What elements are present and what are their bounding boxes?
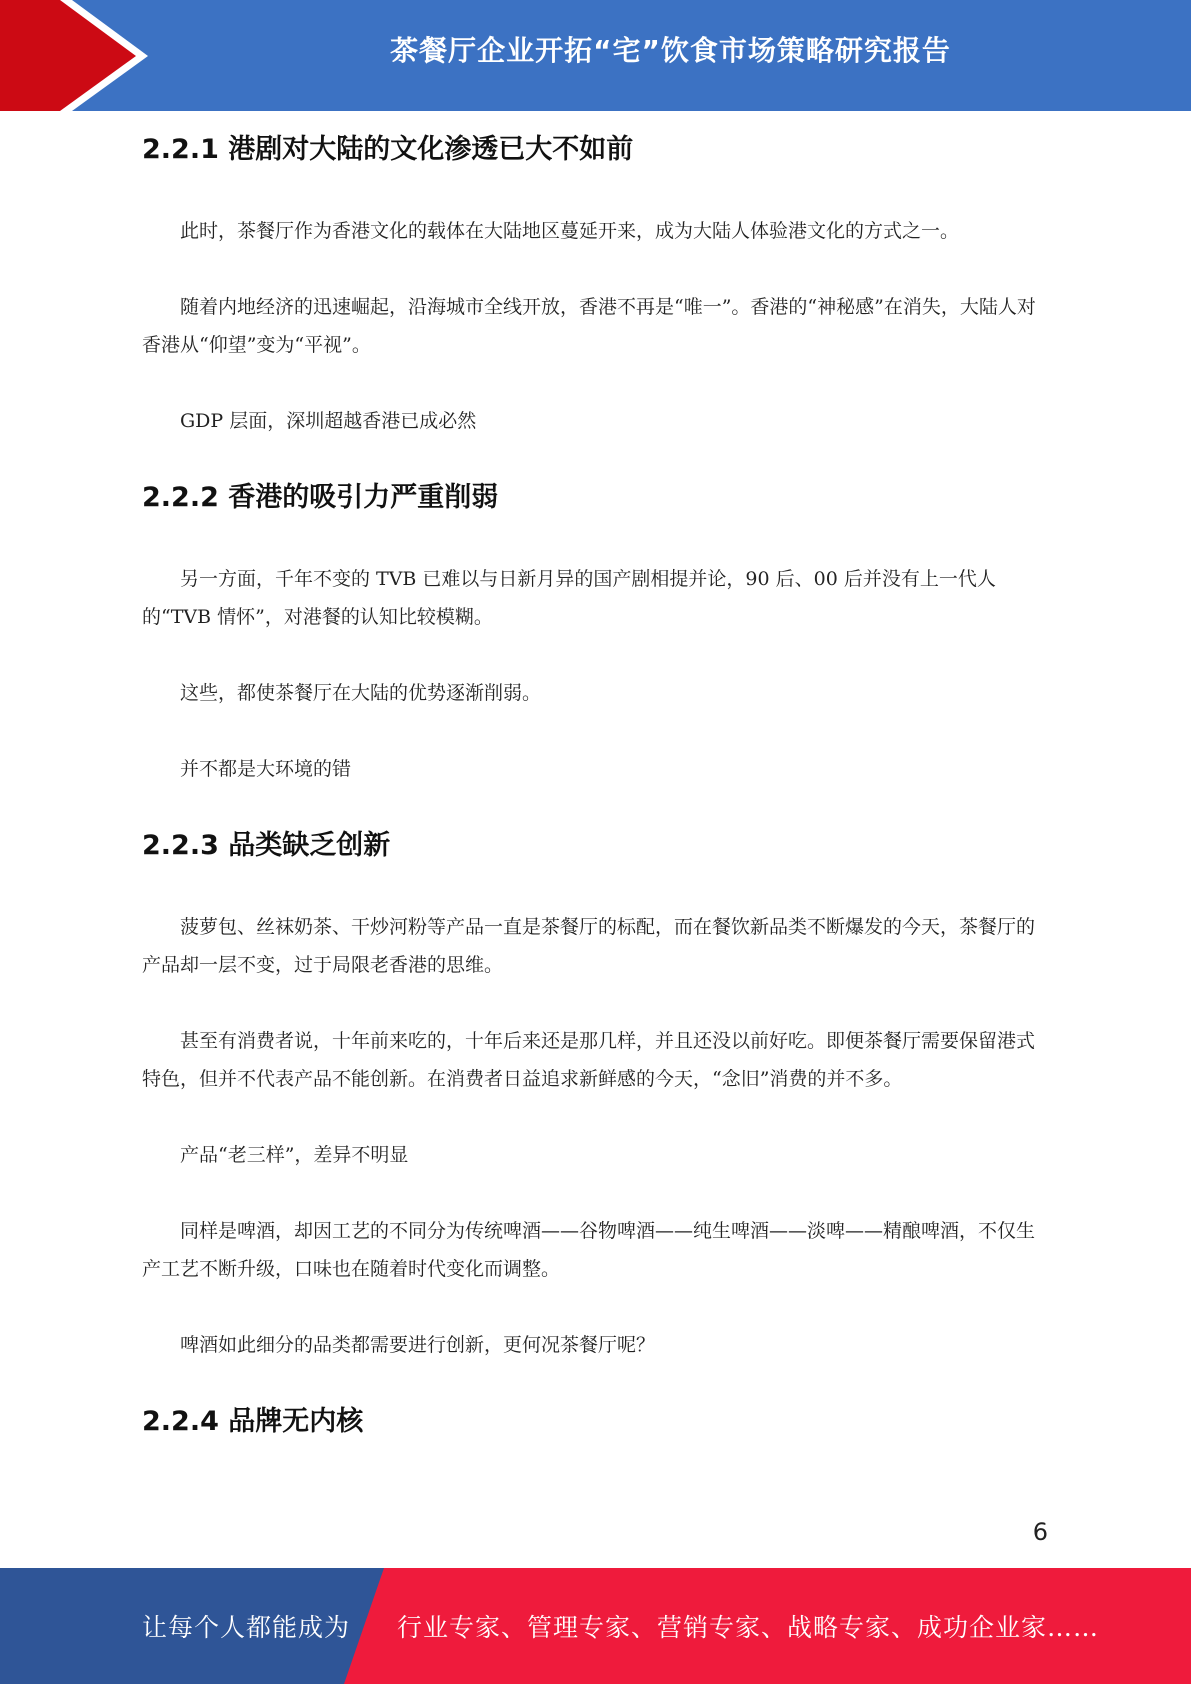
- section-heading: 2.2.3 品类缺乏创新: [142, 830, 391, 861]
- section-heading: 2.2.2 香港的吸引力严重削弱: [142, 482, 499, 513]
- page-number: 6: [1032, 1518, 1048, 1546]
- report-title: 茶餐厅企业开拓“宅”饮食市场策略研究报告: [390, 34, 951, 67]
- footer-slogan-right: 行业专家、管理专家、营销专家、战略专家、成功企业家……: [397, 1613, 1100, 1642]
- paragraph: 这些，都使茶餐厅在大陆的优势逐渐削弱。: [180, 682, 542, 704]
- paragraph: 随着内地经济的迅速崛起，沿海城市全线开放，香港不再是“唯一”。香港的“神秘感”在消失，大陆人对香港从“仰望”变为“平视”。: [142, 296, 1036, 356]
- paragraph: 菠萝包、丝袜奶茶、干炒河粉等产品一直是茶餐厅的标配，而在餐饮新品类不断爆发的今天，茶餐厅的产品却一层不变，过于局限老香港的思维。: [142, 916, 1036, 976]
- paragraph: 产品“老三样”，差异不明显: [180, 1144, 409, 1166]
- paragraph: 并不都是大环境的错: [180, 758, 352, 780]
- page-footer: [0, 1568, 1191, 1684]
- header-arrow-icon: [0, 0, 136, 111]
- footer-slogan-left: 让每个人都能成为: [142, 1613, 351, 1642]
- paragraph: GDP 层面，深圳超越香港已成必然: [180, 410, 477, 432]
- page-header: [0, 0, 1191, 111]
- paragraph: 另一方面，千年不变的 TVB 已难以与日新月异的国产剧相提并论，90 后、00 后并没有上一代人的“TVB 情怀”，对港餐的认知比较模糊。: [142, 568, 996, 628]
- document-body: [142, 130, 1047, 1442]
- section-heading: 2.2.4 品牌无内核: [142, 1406, 364, 1437]
- paragraph: 啤酒如此细分的品类都需要进行创新，更何况茶餐厅呢？: [180, 1334, 656, 1356]
- section-heading: 2.2.1 港剧对大陆的文化渗透已大不如前: [142, 134, 634, 165]
- paragraph: 此时，茶餐厅作为香港文化的载体在大陆地区蔓延开来，成为大陆人体验港文化的方式之一。: [180, 220, 960, 242]
- paragraph: 甚至有消费者说，十年前来吃的，十年后来还是那几样，并且还没以前好吃。即便茶餐厅需要保留港式特色，但并不代表产品不能创新。在消费者日益追求新鲜感的今天，“念旧”消费的并不多。: [142, 1030, 1036, 1090]
- paragraph: 同样是啤酒，却因工艺的不同分为传统啤酒——谷物啤酒——纯生啤酒——淡啤——精酿啤酒，不仅生产工艺不断升级，口味也在随着时代变化而调整。: [142, 1220, 1036, 1280]
